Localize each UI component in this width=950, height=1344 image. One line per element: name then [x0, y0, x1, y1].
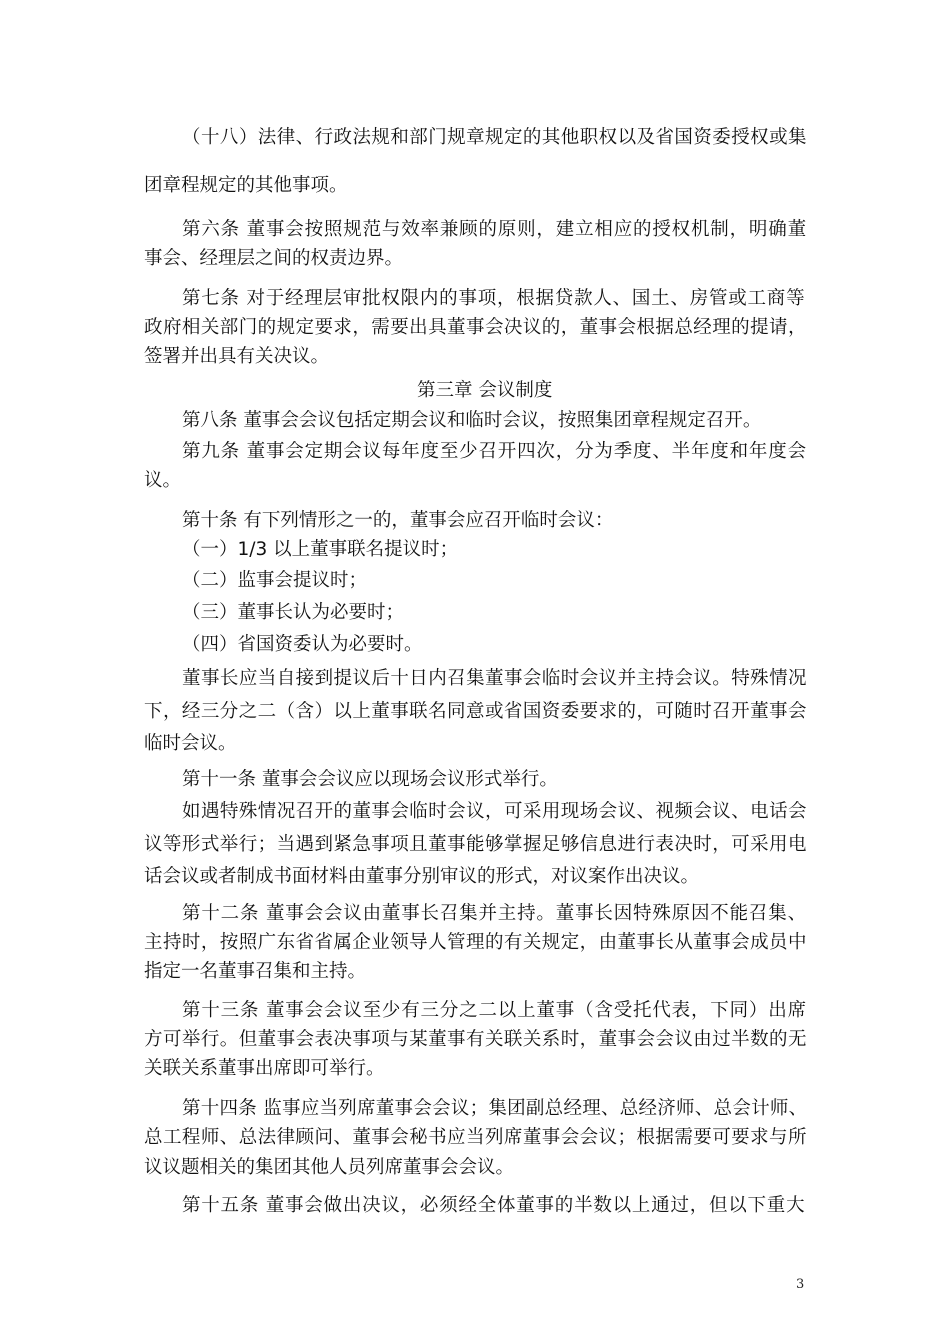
text-line: 临时会议。	[144, 733, 237, 754]
list-item: （二）监事会提议时；	[182, 570, 368, 591]
text-line: 议等形式举行；当遇到紧急事项且董事能够掌握足够信息进行表决时，可采用电	[144, 834, 807, 855]
text-line: 第六条 董事会按照规范与效率兼顾的原则，建立相应的授权机制，明确董	[182, 219, 807, 240]
text-line: 第十二条 董事会会议由董事长召集并主持。董事长因特殊原因不能召集、	[182, 903, 807, 924]
text-line: 第八条 董事会会议包括定期会议和临时会议，按照集团章程规定召开。	[182, 410, 762, 431]
page-number: 3	[796, 1277, 805, 1292]
text-line: 第十条 有下列情形之一的，董事会应召开临时会议：	[182, 510, 614, 531]
text-line: 董事长应当自接到提议后十日内召集董事会临时会议并主持会议。特殊情况	[182, 668, 807, 689]
text-line: （十八）法律、行政法规和部门规章规定的其他职权以及省国资委授权或集	[182, 127, 807, 148]
text-line: 第十一条 董事会会议应以现场会议形式举行。	[182, 769, 558, 790]
text-line: 第九条 董事会定期会议每年度至少召开四次，分为季度、半年度和年度会	[182, 441, 807, 462]
text-line: 如遇特殊情况召开的董事会临时会议，可采用现场会议、视频会议、电话会	[182, 801, 807, 822]
text-line: 第十四条 监事应当列席董事会会议；集团副总经理、总经济师、总会计师、	[182, 1098, 808, 1119]
text-line: 关联关系董事出席即可举行。	[144, 1058, 385, 1079]
text-line: 方可举行。但董事会表决事项与某董事有关联关系时，董事会会议由过半数的无	[144, 1029, 807, 1050]
text-line: 第十三条 董事会会议至少有三分之二以上董事（含受托代表，下同）出席	[182, 1000, 807, 1021]
text-line: 第十五条 董事会做出决议，必须经全体董事的半数以上通过，但以下重大	[182, 1195, 806, 1216]
text-line: 议议题相关的集团其他人员列席董事会会议。	[144, 1157, 515, 1178]
text-line: 主持时，按照广东省省属企业领导人管理的有关规定，由董事长从董事会成员中	[144, 932, 807, 953]
chapter-heading: 第三章 会议制度	[417, 380, 553, 401]
text-line: 指定一名董事召集和主持。	[144, 961, 367, 982]
text-line: 政府相关部门的规定要求，需要出具董事会决议的，董事会根据总经理的提请，	[144, 317, 807, 338]
text-line: 话会议或者制成书面材料由董事分别审议的形式，对议案作出决议。	[144, 866, 700, 887]
text-line: 下，经三分之二（含）以上董事联名同意或省国资委要求的，可随时召开董事会	[144, 701, 807, 722]
list-item: （三）董事长认为必要时；	[182, 602, 405, 623]
list-item: （四）省国资委认为必要时。	[182, 634, 423, 655]
text-line: 总工程师、总法律顾问、董事会秘书应当列席董事会会议；根据需要可要求与所	[144, 1127, 807, 1148]
text-line: 第七条 对于经理层审批权限内的事项，根据贷款人、国土、房管或工商等	[182, 288, 806, 309]
text-line: 签署并出具有关决议。	[144, 346, 330, 367]
text-line: 议。	[144, 470, 182, 491]
text-line: 事会、经理层之间的权责边界。	[144, 248, 404, 269]
list-item: （一）1/3 以上董事联名提议时；	[182, 539, 459, 560]
text-line: 团章程规定的其他事项。	[144, 175, 348, 196]
